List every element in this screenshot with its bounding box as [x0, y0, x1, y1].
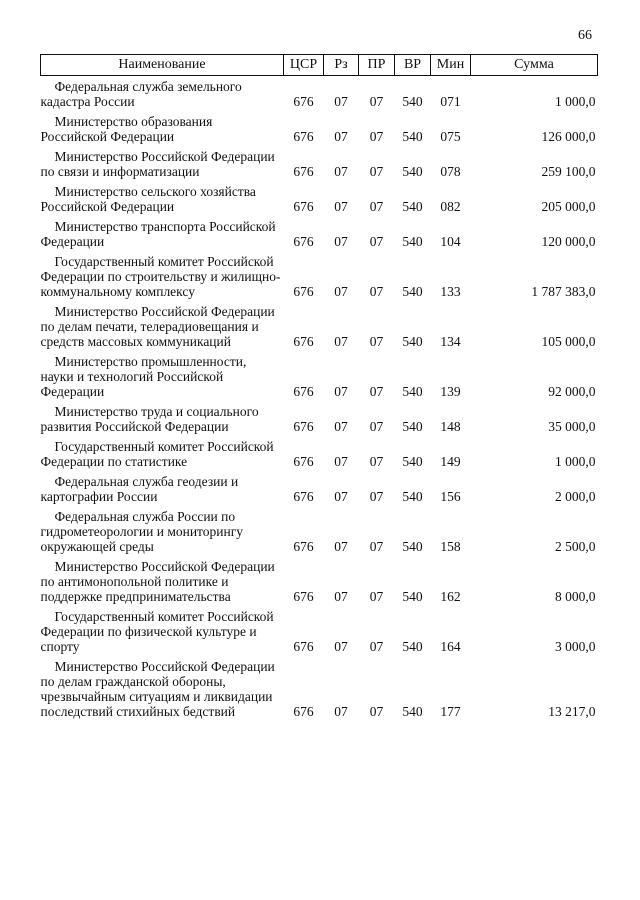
cell-csr: 676 — [293, 419, 314, 434]
cell-vr: 540 — [402, 539, 423, 554]
table-header-row — [41, 55, 598, 76]
cell-name — [41, 506, 284, 556]
cell-name — [41, 556, 284, 606]
entity-name: Государственный комитет Российской Федерации по строительству и жилищно-коммунальному комплексу — [40, 254, 281, 299]
cell-vr: 540 — [402, 234, 423, 249]
table-row — [41, 301, 598, 351]
cell-pr: 07 — [369, 489, 384, 504]
header-sum: Сумма — [471, 55, 598, 76]
cell-min: 177 — [440, 704, 461, 719]
entity-name: Государственный комитет Российской Федерации по статистике — [40, 439, 274, 469]
entity-name: Министерство труда и социального развития Российской Федерации — [40, 404, 259, 434]
header-name: Наименование — [41, 55, 284, 76]
table-row — [41, 111, 598, 146]
cell-rz: 07 — [334, 334, 348, 349]
cell-rz: 07 — [334, 489, 348, 504]
cell-pr: 07 — [369, 234, 384, 249]
cell-name — [41, 351, 284, 401]
header-min: Мин — [431, 55, 471, 76]
cell-name — [41, 471, 284, 506]
page-number: 66 — [578, 28, 592, 43]
cell-csr: 676 — [293, 639, 314, 654]
table-row — [41, 146, 598, 181]
cell-vr: 540 — [402, 419, 423, 434]
cell-sum: 126 000,0 — [541, 129, 596, 144]
cell-name — [41, 656, 284, 721]
cell-pr: 07 — [369, 94, 384, 109]
cell-sum: 8 000,0 — [555, 589, 596, 604]
cell-vr: 540 — [402, 334, 423, 349]
cell-pr: 07 — [369, 589, 384, 604]
cell-min: 133 — [440, 284, 461, 299]
table-row — [41, 656, 598, 721]
table-row — [41, 76, 598, 112]
cell-min: 082 — [440, 199, 461, 214]
budget-table — [40, 54, 598, 721]
cell-pr: 07 — [369, 704, 384, 719]
cell-sum: 205 000,0 — [541, 199, 596, 214]
cell-name — [41, 401, 284, 436]
cell-pr: 07 — [369, 334, 384, 349]
cell-sum: 1 000,0 — [555, 94, 596, 109]
cell-rz: 07 — [334, 234, 348, 249]
cell-pr: 07 — [369, 199, 384, 214]
cell-sum: 35 000,0 — [548, 419, 596, 434]
cell-min: 156 — [440, 489, 461, 504]
cell-rz: 07 — [334, 164, 348, 179]
cell-rz: 07 — [334, 639, 348, 654]
cell-vr: 540 — [402, 284, 423, 299]
cell-rz: 07 — [334, 704, 348, 719]
cell-csr: 676 — [293, 489, 314, 504]
table-row — [41, 556, 598, 606]
cell-vr: 540 — [402, 94, 423, 109]
cell-vr: 540 — [402, 704, 423, 719]
cell-rz: 07 — [334, 539, 348, 554]
cell-sum: 2 000,0 — [555, 489, 596, 504]
cell-vr: 540 — [402, 589, 423, 604]
cell-vr: 540 — [402, 639, 423, 654]
cell-sum: 120 000,0 — [541, 234, 596, 249]
cell-min: 075 — [440, 129, 461, 144]
cell-name — [41, 301, 284, 351]
cell-min: 164 — [440, 639, 461, 654]
cell-vr: 540 — [402, 384, 423, 399]
entity-name: Министерство Российской Федерации по антимонопольной политике и поддержке предпринимательства — [40, 559, 275, 604]
cell-sum: 92 000,0 — [548, 384, 596, 399]
cell-rz: 07 — [334, 284, 348, 299]
cell-min: 139 — [440, 384, 461, 399]
table-row — [41, 401, 598, 436]
entity-name: Федеральная служба геодезии и картографии России — [40, 474, 239, 504]
cell-csr: 676 — [293, 234, 314, 249]
cell-name — [41, 216, 284, 251]
cell-csr: 676 — [293, 589, 314, 604]
cell-csr: 676 — [293, 384, 314, 399]
cell-sum: 3 000,0 — [555, 639, 596, 654]
cell-sum: 105 000,0 — [541, 334, 596, 349]
header-pr: ПР — [359, 55, 395, 76]
cell-sum: 2 500,0 — [555, 539, 596, 554]
cell-sum: 259 100,0 — [541, 164, 596, 179]
entity-name: Министерство Российской Федерации по делам гражданской обороны, чрезвычайным ситуациям и ликвидации последствий стихийных бедствий — [40, 659, 275, 719]
cell-min: 149 — [440, 454, 461, 469]
cell-csr: 676 — [293, 94, 314, 109]
cell-pr: 07 — [369, 539, 384, 554]
cell-pr: 07 — [369, 639, 384, 654]
cell-min: 104 — [440, 234, 461, 249]
cell-name — [41, 146, 284, 181]
cell-csr: 676 — [293, 539, 314, 554]
cell-rz: 07 — [334, 199, 348, 214]
cell-csr: 676 — [293, 164, 314, 179]
cell-rz: 07 — [334, 129, 348, 144]
cell-csr: 676 — [293, 334, 314, 349]
cell-csr: 676 — [293, 129, 314, 144]
cell-name — [41, 251, 284, 301]
cell-pr: 07 — [369, 384, 384, 399]
cell-sum: 1 000,0 — [555, 454, 596, 469]
entity-name: Министерство образования Российской Федерации — [40, 114, 213, 144]
cell-sum: 13 217,0 — [548, 704, 596, 719]
table-row — [41, 436, 598, 471]
cell-rz: 07 — [334, 419, 348, 434]
cell-name — [41, 111, 284, 146]
table-row — [41, 506, 598, 556]
cell-rz: 07 — [334, 454, 348, 469]
entity-name: Министерство сельского хозяйства Российской Федерации — [40, 184, 256, 214]
cell-rz: 07 — [334, 589, 348, 604]
cell-pr: 07 — [369, 129, 384, 144]
cell-rz: 07 — [334, 94, 348, 109]
cell-vr: 540 — [402, 199, 423, 214]
cell-vr: 540 — [402, 164, 423, 179]
header-rz: Рз — [324, 55, 359, 76]
entity-name: Федеральная служба России по гидрометеорологии и мониторингу окружающей среды — [40, 509, 244, 554]
cell-name — [41, 606, 284, 656]
cell-csr: 676 — [293, 199, 314, 214]
table-row — [41, 351, 598, 401]
cell-vr: 540 — [402, 454, 423, 469]
cell-min: 162 — [440, 589, 461, 604]
cell-min: 148 — [440, 419, 461, 434]
entity-name: Федеральная служба земельного кадастра России — [40, 79, 242, 109]
cell-vr: 540 — [402, 129, 423, 144]
table-row — [41, 606, 598, 656]
cell-name — [41, 76, 284, 112]
cell-rz: 07 — [334, 384, 348, 399]
cell-min: 071 — [440, 94, 461, 109]
entity-name: Министерство Российской Федерации по делам печати, телерадиовещания и средств массовых коммуникаций — [40, 304, 275, 349]
cell-vr: 540 — [402, 489, 423, 504]
table-row — [41, 251, 598, 301]
table-row — [41, 181, 598, 216]
cell-pr: 07 — [369, 454, 384, 469]
cell-csr: 676 — [293, 284, 314, 299]
cell-name — [41, 181, 284, 216]
table-body — [41, 76, 598, 722]
header-vr: ВР — [395, 55, 431, 76]
table-row — [41, 471, 598, 506]
cell-min: 078 — [440, 164, 461, 179]
cell-csr: 676 — [293, 704, 314, 719]
cell-min: 158 — [440, 539, 461, 554]
entity-name: Государственный комитет Российской Федерации по физической культуре и спорту — [40, 609, 274, 654]
entity-name: Министерство транспорта Российской Федерации — [40, 219, 276, 249]
table-row — [41, 216, 598, 251]
header-csr: ЦСР — [284, 55, 324, 76]
cell-sum: 1 787 383,0 — [531, 284, 596, 299]
cell-pr: 07 — [369, 284, 384, 299]
entity-name: Министерство Российской Федерации по связи и информатизации — [40, 149, 275, 179]
entity-name: Министерство промышленности, науки и технологий Российской Федерации — [40, 354, 247, 399]
cell-pr: 07 — [369, 164, 384, 179]
cell-pr: 07 — [369, 419, 384, 434]
cell-min: 134 — [440, 334, 461, 349]
cell-csr: 676 — [293, 454, 314, 469]
cell-name — [41, 436, 284, 471]
